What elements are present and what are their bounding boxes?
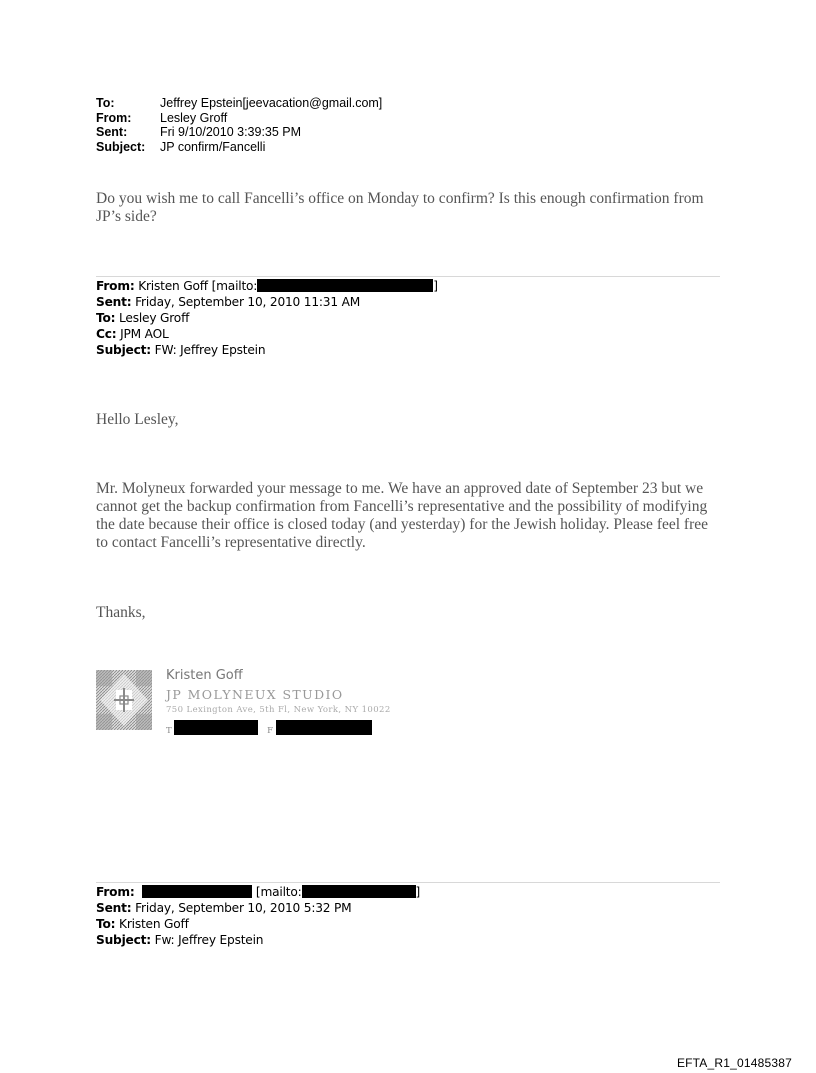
header-from-value: Lesley Groff [160,110,228,125]
signature-studio: JP MOLYNEUX STUDIO [166,687,344,702]
fax-prefix: F [267,726,273,736]
signature-phone-row [166,720,372,736]
fwd1-sent-label: Sent: [96,295,132,309]
fwd1-subject-row [96,342,438,358]
fwd1-from-row [96,278,438,294]
fwd1-from-value: Kristen Goff [mailto: [138,279,258,293]
fwd2-to-row [96,916,420,932]
divider [96,882,720,883]
redaction-box [302,885,416,898]
fwd2-from-row [96,884,420,900]
fwd2-from-close: ] [415,885,421,899]
greeting: Hello Lesley, [96,411,179,428]
email-header [96,96,382,154]
header-to-row [96,96,382,111]
studio-logo-icon [96,670,152,730]
document-id-footer: EFTA_R1_01485387 [676,1056,792,1070]
signature-name: Kristen Goff [166,668,243,683]
fwd2-to-value: Kristen Goff [119,917,189,931]
fwd1-to-value: Lesley Groff [119,311,190,325]
header-subject-value: JP confirm/Fancelli [160,139,266,154]
fwd1-to-label: To: [96,311,116,325]
fwd1-subject-value: FW: Jeffrey Epstein [154,343,266,357]
closing: Thanks, [96,604,146,621]
redaction-box [257,279,433,292]
fwd1-cc-label: Cc: [96,327,117,341]
redaction-box [174,720,258,735]
fwd1-subject-label: Subject: [96,343,151,357]
header-from-label: From: [96,110,132,125]
header-from-row [96,111,382,126]
fwd2-sent-row [96,900,420,916]
fwd1-from-label: From: [96,279,135,293]
forwarded-header-2 [96,884,420,948]
fwd1-from-close: ] [433,279,438,293]
header-sent-value: Fri 9/10/2010 3:39:35 PM [160,125,302,139]
header-subject-label: Subject: [96,139,146,154]
fwd1-sent-row [96,294,438,310]
message-body: Mr. Molyneux forwarded your message to me. We have an approved date of September 23 but we cannot get the backup confirmation from Fancelli’s representative and the possibility of modifying the date because their office is closed today (and yesterday) for the Jewish holiday. Please feel free to contact Fancelli’s representative directly. [96,480,709,551]
divider [96,276,720,277]
fwd1-cc-value: JPM AOL [120,327,169,341]
header-sent-row [96,125,382,140]
redaction-box [276,720,372,735]
fwd2-mailto: [mailto: [255,885,302,899]
fwd2-sent-label: Sent: [96,901,132,915]
forwarded-header-1 [96,278,438,358]
fwd2-subject-row [96,932,420,948]
fwd2-subject-label: Subject: [96,933,151,947]
redaction-box [142,885,252,898]
fwd1-to-row [96,310,438,326]
header-sent-label: Sent: [96,125,128,139]
signature-address: 750 Lexington Ave, 5th Fl, New York, NY 10022 [166,705,391,715]
fwd1-cc-row [96,326,438,342]
header-to-value: Jeffrey Epstein[jeevacation@gmail.com] [160,96,383,110]
phone-prefix: T [166,726,172,736]
fwd2-to-label: To: [96,917,116,931]
fwd2-from-label: From: [96,885,135,899]
fwd2-sent-value: Friday, September 10, 2010 5:32 PM [135,901,352,915]
reply-body: Do you wish me to call Fancelli’s office on Monday to confirm? Is this enough confirmation from JP’s side? [96,190,704,225]
fwd2-subject-value: Fw: Jeffrey Epstein [154,933,264,947]
header-to-label: To: [96,96,115,110]
header-subject-row [96,140,382,155]
fwd1-sent-value: Friday, September 10, 2010 11:31 AM [135,295,361,309]
